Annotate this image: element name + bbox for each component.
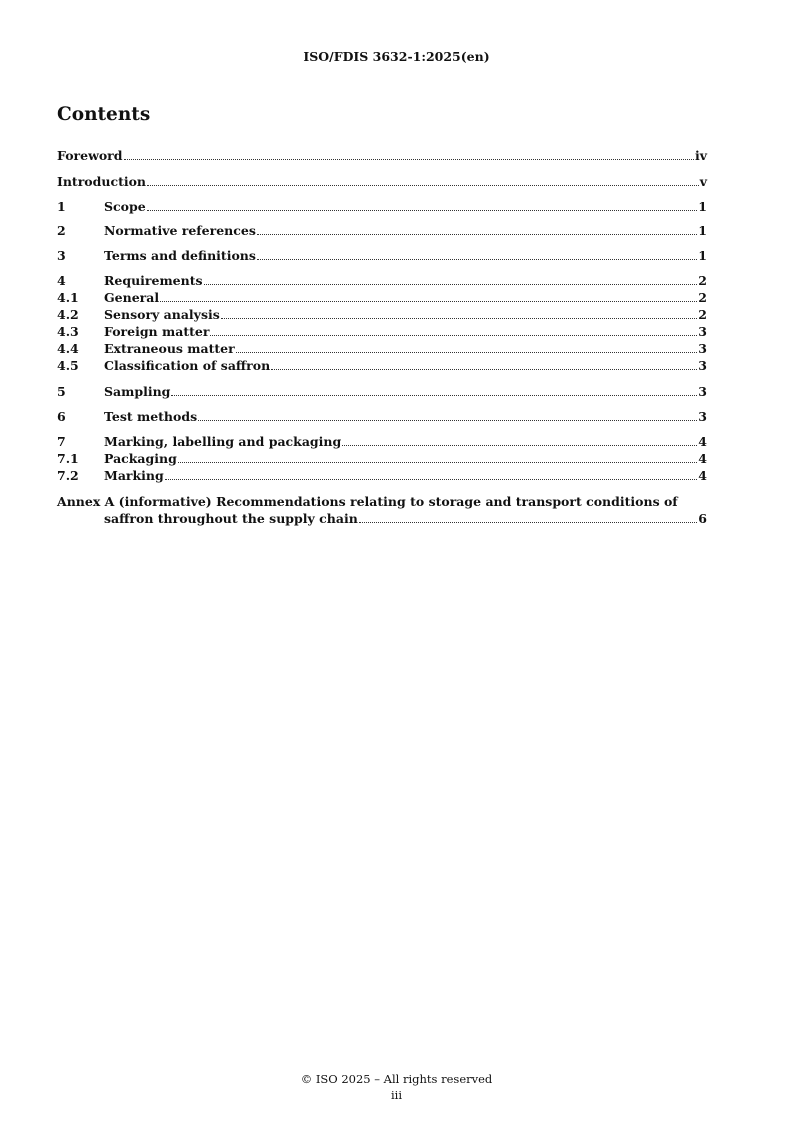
toc-entry-number: 4.5 [57,358,79,373]
page-footer [0,1071,793,1103]
toc-entry-page: 3 [698,358,707,373]
dot-leader [147,210,698,211]
toc-entry-number: 7.2 [57,468,79,483]
toc-entry-requirements[interactable] [57,272,707,289]
dot-leader [236,352,698,353]
dot-leader [178,462,697,463]
toc-entry-label: Introduction [57,174,147,189]
toc-entry-page: 1 [698,199,707,214]
toc-entry-number: 5 [57,384,66,399]
toc-entry-label: Scope [104,199,146,214]
toc-entry-page: 1 [698,248,707,263]
dot-leader [124,159,694,160]
toc-entry-foreign-matter[interactable] [57,323,707,340]
dot-leader [342,445,697,446]
toc-entry-page: iv [694,148,707,163]
page-number: iii [390,1088,403,1102]
toc-entry-label: Test methods [104,409,198,424]
toc-entry-number: 4.3 [57,324,79,339]
toc-entry-page: 1 [698,223,707,238]
annex-title-line2: saffron throughout the supply chain [104,511,358,526]
toc-entry-introduction[interactable] [57,173,707,190]
toc-entry-terms-and-definitions[interactable] [57,247,707,264]
toc-entry-test-methods[interactable] [57,408,707,425]
toc-entry-label: Extraneous matter [104,341,235,356]
toc-entry-sampling[interactable] [57,383,707,400]
toc-entry-label: Requirements [104,273,203,288]
toc-entry-marking[interactable] [57,467,707,484]
toc-entry-label: Classification of saffron [104,358,271,373]
toc-entry-page: 6 [698,511,707,526]
toc-entry-number: 4.4 [57,341,79,356]
toc-entry-number: 7 [57,434,66,449]
toc-entry-label: Terms and definitions [104,248,256,263]
dot-leader [271,369,697,370]
toc-entry-page: 2 [698,290,707,305]
toc-entry-number: 3 [57,248,66,263]
toc-entry-label: Sensory analysis [104,307,220,322]
toc-entry-packaging[interactable] [57,450,707,467]
annex-title-line1: Annex A (informative) Recommendations relating to storage and transport conditions of [57,494,678,509]
toc-entry-label: Sampling [104,384,171,399]
toc-entry-label: Foreign matter [104,324,210,339]
toc-entry-page: 2 [698,307,707,322]
toc-entry-label: Marking [104,468,164,483]
toc-entry-label: Packaging [104,451,177,466]
toc-entry-page: 3 [698,409,707,424]
toc-entry-number: 4 [57,273,66,288]
toc-entry-classification-of-saffron[interactable] [57,357,707,374]
toc-entry-page: 3 [698,324,707,339]
dot-leader [171,395,697,396]
toc-entry-number: 6 [57,409,66,424]
toc-entry-foreword[interactable] [57,147,707,164]
toc-entry-sensory-analysis[interactable] [57,306,707,323]
toc-entry-number: 4.2 [57,307,79,322]
dot-leader [204,284,698,285]
dot-leader [198,420,697,421]
toc-entry-number: 2 [57,223,66,238]
toc-entry-label: Marking, labelling and packaging [104,434,342,449]
dot-leader [257,259,697,260]
toc-entry-page: 4 [698,434,707,449]
toc-entry-page: 3 [698,341,707,356]
toc-entry-general[interactable] [57,289,707,306]
dot-leader [210,335,697,336]
toc-entry-page: 2 [698,273,707,288]
annex-title-line2-row [57,510,707,527]
toc-entry-number: 7.1 [57,451,79,466]
toc-entry-label: General [104,290,160,305]
toc-entry-page: 4 [698,468,707,483]
toc-entry-label: Normative references [104,223,256,238]
toc-entry-number: 1 [57,199,66,214]
toc-entry-scope[interactable] [57,198,707,215]
toc-entry-extraneous-matter[interactable] [57,340,707,357]
document-header: ISO/FDIS 3632-1:2025(en) [303,49,490,64]
copyright-notice: © ISO 2025 – All rights reserved [300,1072,493,1086]
contents-title: Contents [57,104,151,125]
toc-entry-page: 4 [698,451,707,466]
toc-entry-number: 4.1 [57,290,79,305]
dot-leader [359,522,698,523]
toc-entry-page: v [699,174,707,189]
toc-entry-label: Foreword [57,148,123,163]
toc-entry-page: 3 [698,384,707,399]
dot-leader [160,301,697,302]
toc-entry-marking-labelling-packaging[interactable] [57,433,707,450]
toc-entry-normative-references[interactable] [57,222,707,239]
dot-leader [221,318,698,319]
dot-leader [147,185,699,186]
toc-entry-annex-a[interactable] [57,493,707,527]
dot-leader [165,479,698,480]
dot-leader [257,234,697,235]
